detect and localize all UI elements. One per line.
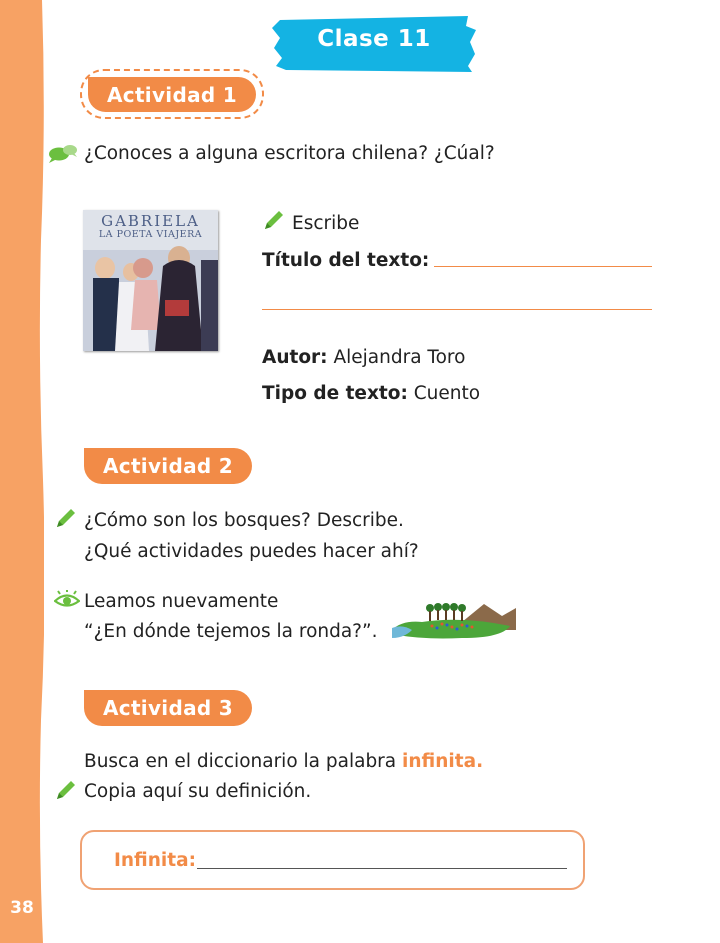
pencil-icon (54, 506, 78, 530)
class-title: Clase 11 (317, 26, 431, 52)
activity3-instruction (84, 746, 483, 777)
book-cover-subtitle: LA POETA VIAJERA (98, 229, 203, 240)
author-row (262, 342, 465, 373)
write-label: Escribe (292, 213, 360, 234)
activity3-label: Actividad 3 (84, 690, 252, 726)
highlight-word: infinita. (402, 751, 484, 772)
activity1-label: Actividad 1 (88, 77, 256, 112)
book-cover-image (83, 210, 218, 351)
speech-bubbles-icon (48, 142, 78, 164)
eye-icon (54, 590, 80, 610)
author-label: Autor: (262, 347, 328, 368)
title-field-label: Título del texto: (262, 250, 430, 271)
page-sidebar (0, 0, 44, 943)
text-type-row (262, 378, 480, 409)
pencil-icon (262, 208, 286, 232)
title-field-line[interactable] (434, 266, 652, 267)
pencil-icon (54, 778, 78, 802)
definition-input-line[interactable] (197, 868, 567, 869)
text-type-value: Cuento (413, 383, 481, 404)
read-again-line2: “¿En dónde tejemos la ronda?”. (84, 621, 378, 642)
title-field-line-2[interactable] (262, 309, 652, 310)
definition-label: Infinita: (114, 850, 197, 871)
activity1-question: ¿Conoces a alguna escritora chilena? ¿Cúal? (84, 143, 495, 164)
page-number: 38 (10, 898, 34, 918)
author-value: Alejandra Toro (333, 347, 466, 368)
text-type-label: Tipo de texto: (262, 383, 408, 404)
forest-landscape-image (392, 600, 516, 640)
activity3-instruction-text: Busca en el diccionario la palabra (84, 751, 403, 772)
book-cover-title: GABRIELA (101, 212, 200, 230)
copy-definition-line: Copia aquí su definición. (84, 781, 312, 802)
read-again-line1: Leamos nuevamente (84, 591, 279, 612)
activity2-question-line1: ¿Cómo son los bosques? Describe. (84, 510, 404, 531)
activity2-question-line2: ¿Qué actividades puedes hacer ahí? (84, 541, 419, 562)
activity2-label: Actividad 2 (84, 448, 252, 484)
